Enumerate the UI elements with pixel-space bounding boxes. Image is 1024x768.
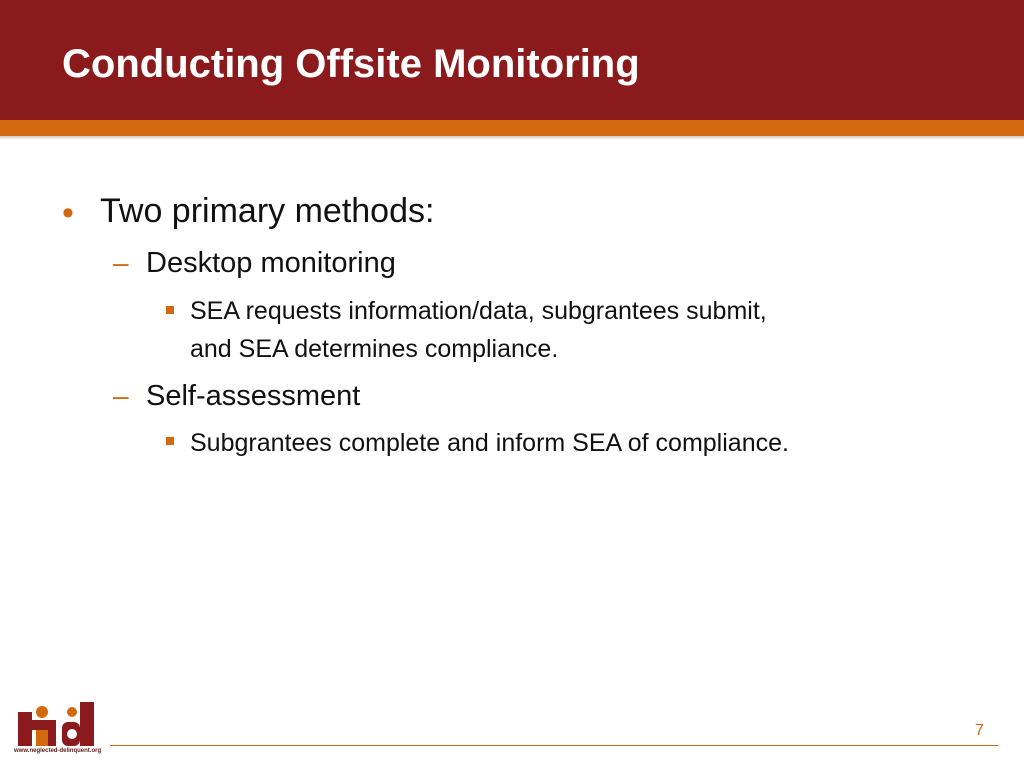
subbullet-desktop-monitoring: Desktop monitoring <box>146 247 396 279</box>
dash-icon: – <box>113 380 129 411</box>
bullet-icon: • <box>62 194 74 232</box>
bullet-level1-text: Two primary methods: <box>100 192 435 230</box>
slide-title: Conducting Offsite Monitoring <box>62 42 640 86</box>
subbullet-self-assessment: Self-assessment <box>146 380 361 412</box>
logo-url: www.neglected-delinquent.org <box>14 748 102 754</box>
square-bullet-icon <box>166 306 174 314</box>
dash-icon: – <box>113 247 129 278</box>
footer-divider <box>110 745 998 746</box>
square-bullet-icon <box>166 437 174 445</box>
page-number: 7 <box>975 722 984 739</box>
detail-line: Subgrantees complete and inform SEA of compliance. <box>190 429 789 457</box>
title-shadow <box>0 136 1024 140</box>
accent-bar <box>0 120 1024 136</box>
title-bar <box>0 0 1024 120</box>
detail-line: SEA requests information/data, subgrantees submit, <box>190 297 767 325</box>
detail-line: and SEA determines compliance. <box>190 335 559 363</box>
